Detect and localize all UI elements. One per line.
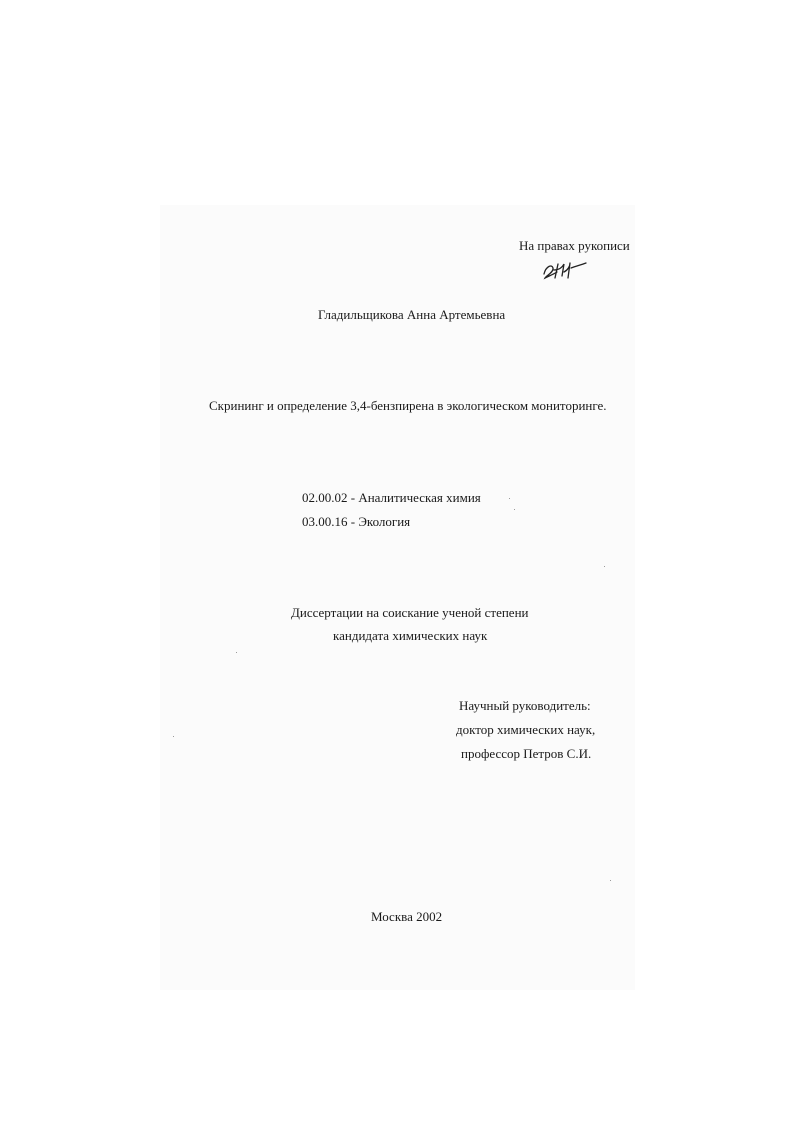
scan-speck — [173, 736, 174, 737]
dissertation-title: Скрининг и определение 3,4-бензпирена в экологическом мониторинге. — [209, 398, 607, 413]
specialty-line: 02.00.02 - Аналитическая химия — [302, 490, 481, 505]
scan-speck — [514, 509, 515, 510]
scan-speck — [610, 880, 611, 881]
rights-note: На правах рукописи — [519, 238, 630, 253]
scan-speck — [509, 498, 510, 499]
author-name: Гладильщикова Анна Артемьевна — [318, 307, 506, 322]
scan-speck — [604, 566, 605, 567]
degree-line-1: Диссертации на соискание ученой степени — [291, 605, 529, 620]
degree-line-2: кандидата химических наук — [333, 628, 488, 643]
place-year: Москва 2002 — [371, 909, 443, 924]
specialty-line: 03.00.16 - Экология — [302, 514, 411, 529]
scan-speck — [236, 652, 237, 653]
supervisor-label: Научный руководитель: — [459, 698, 591, 713]
scanned-sheet — [160, 205, 635, 990]
supervisor-degree: доктор химических наук, — [456, 722, 596, 737]
supervisor-name: профессор Петров С.И. — [461, 746, 592, 761]
handwritten-signature-icon — [540, 254, 588, 282]
